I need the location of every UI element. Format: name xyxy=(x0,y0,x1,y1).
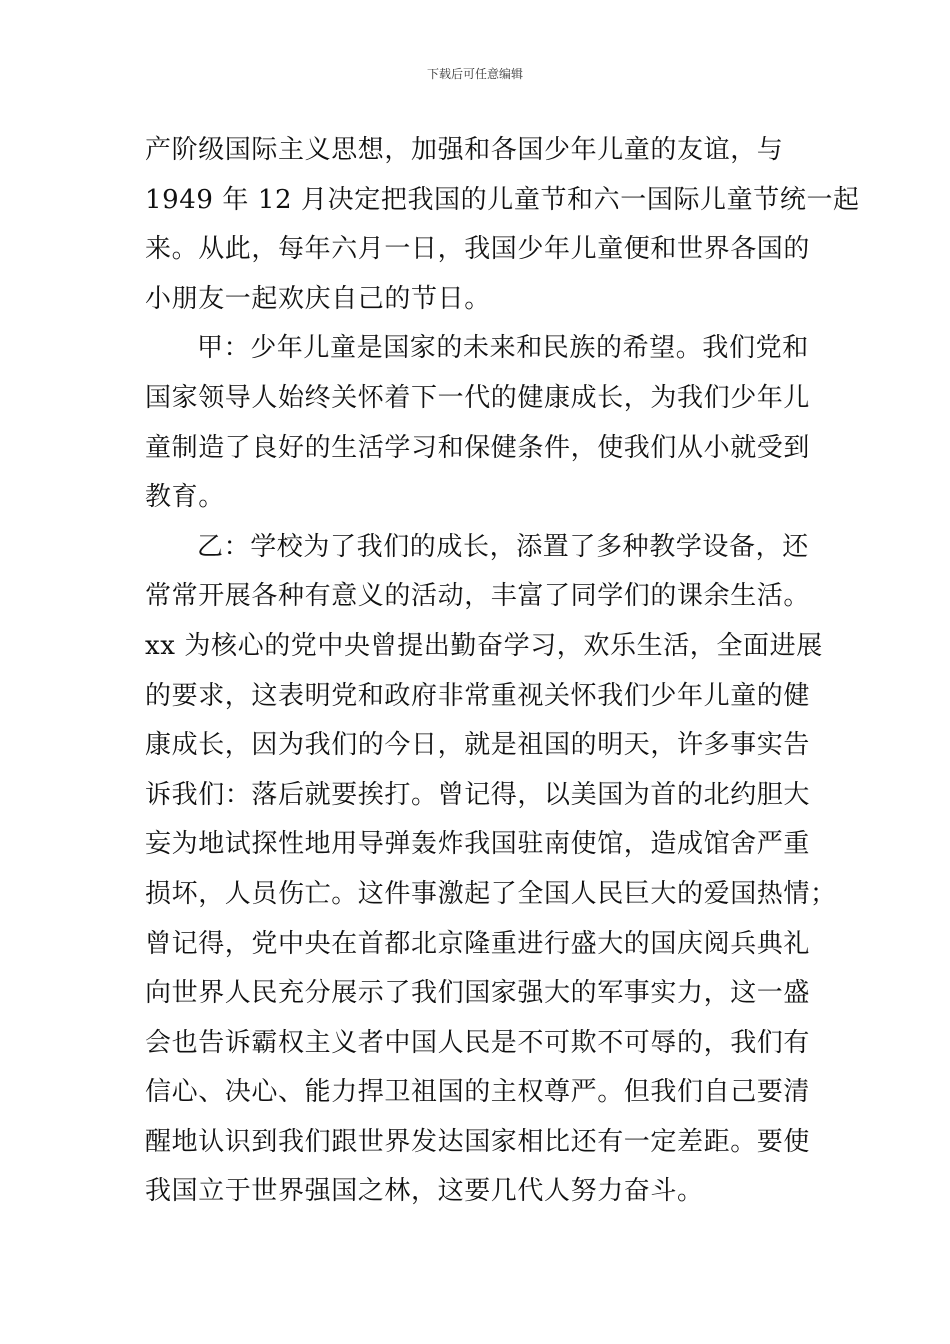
text-line: 来。从此，每年六月一日，我国少年儿童便和世界各国的 xyxy=(145,234,811,265)
text-line: 童制造了良好的生活学习和保健条件，使我们从小就受到 xyxy=(145,432,811,463)
text-line: xx 为核心的党中央曾提出勤奋学习，欢乐生活，全面进展 xyxy=(145,630,823,661)
text-line: 的要求，这表明党和政府非常重视关怀我们少年儿童的健 xyxy=(145,680,811,711)
text-line: 会也告诉霸权主义者中国人民是不可欺不可辱的，我们有 xyxy=(145,1027,811,1058)
text-line: 康成长，因为我们的今日，就是祖国的明天，许多事实告 xyxy=(145,730,811,761)
text-line: 小朋友一起欢庆自己的节日。 xyxy=(145,283,491,314)
text-line: 损坏，人员伤亡。这件事激起了全国人民巨大的爱国热情； xyxy=(145,878,837,909)
text-line: 我国立于世界强国之林，这要几代人努力奋斗。 xyxy=(145,1176,704,1207)
text-line: 向世界人民充分展示了我们国家强大的军事实力，这一盛 xyxy=(145,978,811,1009)
text-line: 诉我们：落后就要挨打。曾记得，以美国为首的北约胆大 xyxy=(145,779,811,810)
paragraph-first-line: 乙：学校为了我们的成长，添置了多种教学设备，还 xyxy=(197,531,809,562)
text-line: 教育。 xyxy=(145,482,225,513)
paragraph-first-line: 甲：少年儿童是国家的未来和民族的希望。我们党和 xyxy=(197,333,809,364)
text-line: 国家领导人始终关怀着下一代的健康成长，为我们少年儿 xyxy=(145,382,811,413)
text-line: 信心、决心、能力捍卫祖国的主权尊严。但我们自己要清 xyxy=(145,1077,811,1108)
document-body xyxy=(145,126,860,1217)
text-line: 常常开展各种有意义的活动，丰富了同学们的课余生活。 xyxy=(145,581,811,612)
page-header: 下载后可任意编辑 xyxy=(426,67,523,81)
text-line: 醒地认识到我们跟世界发达国家相比还有一定差距。要使 xyxy=(145,1126,811,1157)
text-line: 妄为地试探性地用导弹轰炸我国驻南使馆，造成馆舍严重 xyxy=(145,829,811,860)
text-line: 1949 年 12 月决定把我国的儿童节和六一国际儿童节统一起 xyxy=(145,184,860,215)
text-line: 产阶级国际主义思想，加强和各国少年儿童的友谊，与 xyxy=(145,135,784,165)
text-line: 曾记得，党中央在首都北京隆重进行盛大的国庆阅兵典礼 xyxy=(145,928,811,959)
